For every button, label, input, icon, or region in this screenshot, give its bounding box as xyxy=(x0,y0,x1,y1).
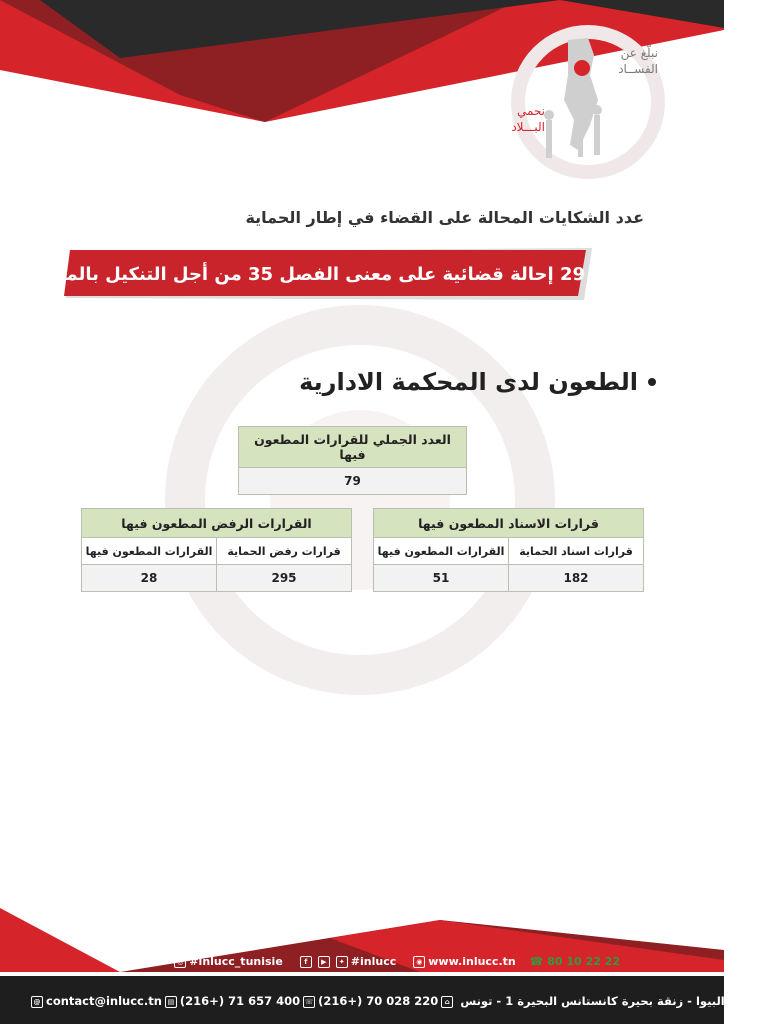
grant-val1: 182 xyxy=(509,565,644,592)
logo-line3: نحمي xyxy=(516,104,545,118)
refuse-col2: القرارات المطعون فيها xyxy=(82,538,217,565)
facebook-icon: f xyxy=(300,956,312,968)
grant-header: قرارات الاسناد المطعون فيها xyxy=(374,509,644,538)
fax: ▤ (216+) 71 657 400 xyxy=(162,994,300,1008)
bullet-icon xyxy=(648,378,656,386)
grant-col1: قرارات اسناد الحماية xyxy=(509,538,644,565)
fax-icon: ▤ xyxy=(165,996,177,1008)
section-title: الطعون لدى المحكمة الادارية xyxy=(299,368,638,396)
contact-row-social xyxy=(177,955,620,968)
bottom-decoration xyxy=(0,900,724,980)
refuse-header: القرارات الرفض المطعون فيها xyxy=(82,509,352,538)
globe-icon: ◉ xyxy=(413,956,425,968)
grant-col2: القرارات المطعون فيها xyxy=(374,538,509,565)
refuse-val1: 295 xyxy=(217,565,352,592)
home-icon: ⌂ xyxy=(441,996,453,1008)
refuse-table xyxy=(81,508,352,592)
at-icon: @ xyxy=(31,996,43,1008)
section-heading xyxy=(299,368,656,396)
website-link[interactable]: ◉ www.inlucc.tn xyxy=(410,955,515,968)
total-header: العدد الجملي للقرارات المطعون فيها xyxy=(239,427,467,468)
total-value: 79 xyxy=(239,468,467,495)
twitter-icon: ✦ xyxy=(336,956,348,968)
banner-title: 29 إحالة قضائية على معنى الفصل 35 من أجل التنكيل بالمبلغين xyxy=(18,264,585,285)
instagram-icon: ◎ xyxy=(174,956,186,968)
instagram-link[interactable]: ◎ #inlucc_tunisie xyxy=(171,955,282,968)
email-link[interactable]: @ contact@inlucc.tn xyxy=(28,994,162,1008)
telephone-icon: ☏ xyxy=(304,997,314,1006)
logo-line1: نبلّغ عن xyxy=(620,46,658,60)
refuse-col1: قرارات رفض الحماية xyxy=(217,538,352,565)
subtitle: عدد الشكايات المحالة على القضاء في إطار الحماية xyxy=(245,208,644,227)
green-phone[interactable]: ☎ 80 10 22 22 xyxy=(529,955,620,968)
total-table xyxy=(238,426,467,495)
grant-table xyxy=(373,508,644,592)
refuse-val2: 28 xyxy=(82,565,217,592)
logo-line2: الفســاد xyxy=(618,62,658,76)
address: بحيرة البيوا - زنقة بحيرة كانستانس البحيرة 1 - تونس ⌂ xyxy=(438,994,760,1008)
logo xyxy=(498,25,688,175)
logo-line4: البـــلاد xyxy=(511,120,545,134)
grant-val2: 51 xyxy=(374,565,509,592)
contact-row-address xyxy=(28,994,760,1008)
youtube-icon: ▶ xyxy=(318,956,330,968)
tel: ☏ (216+) 70 028 220 xyxy=(304,994,439,1008)
phone-icon: ☎ xyxy=(529,955,548,968)
watermark xyxy=(150,310,570,690)
social-link[interactable]: f ▶ ✦ #inlucc xyxy=(297,955,396,968)
